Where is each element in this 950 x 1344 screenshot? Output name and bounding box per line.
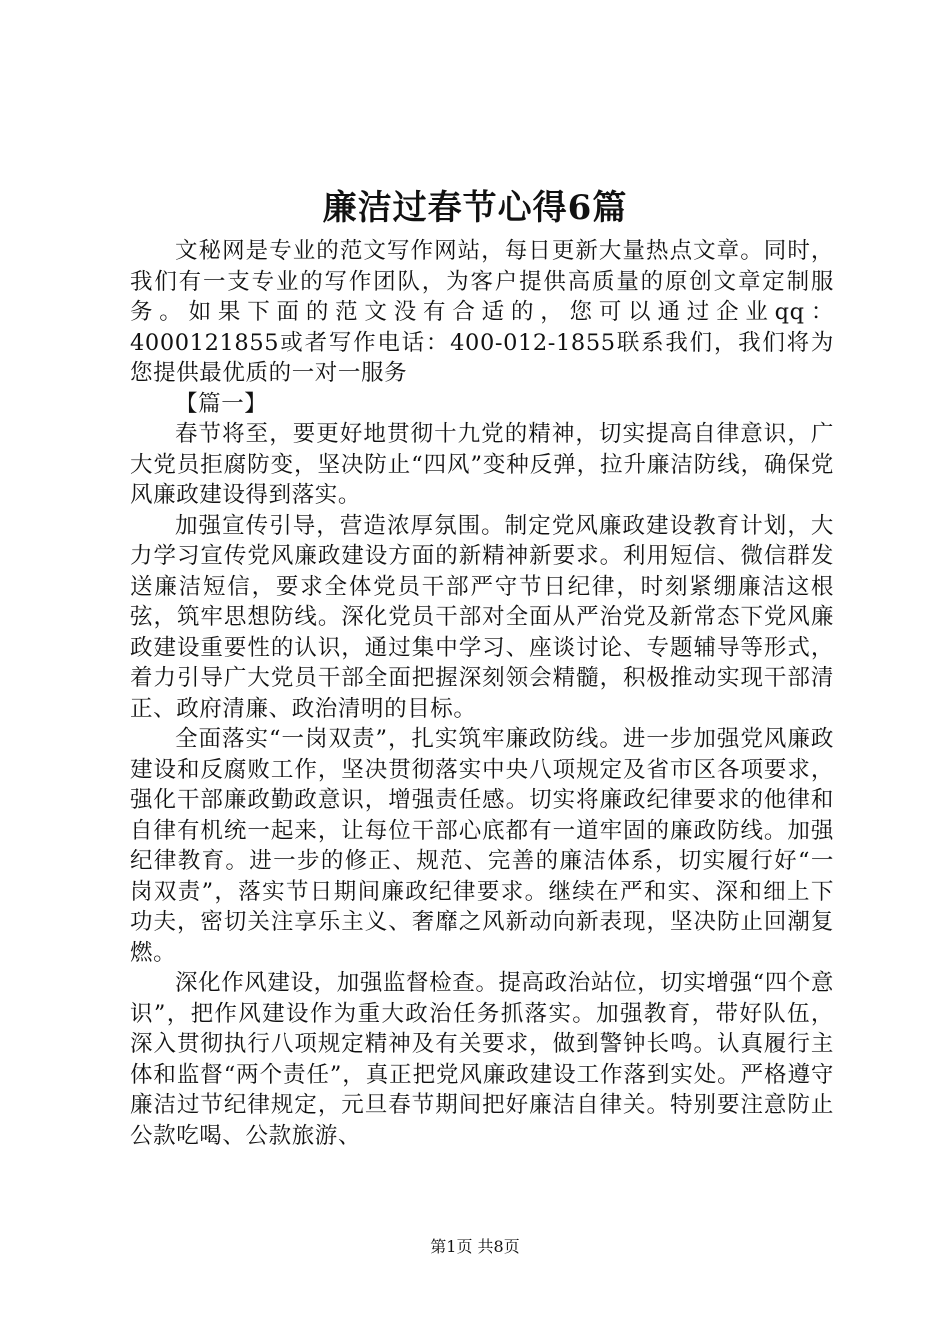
body-paragraph: 加强宣传引导，营造浓厚氛围。制定党风廉政建设教育计划，大力学习宣传党风廉政建设方面的新精神新要求。利用短信、微信群发送廉洁短信，要求全体党员干部严守节日纪律，时刻紧绷廉洁这根弦，筑牢思想防线。深化党员干部对全面从严治党及新常态下党风廉政建设重要性的认识，通过集中学习、座谈讨论、专题辅导等形式，着力引导广大党员干部全面把握深刻领会精髓，积极推动实现干部清正、政府清廉、政治清明的目标。: [130, 512, 834, 722]
body-paragraph: 全面落实“一岗双责”，扎实筑牢廉政防线。进一步加强党风廉政建设和反腐败工作，坚决贯彻落实中央八项规定及省市区各项要求，强化干部廉政勤政意识，增强责任感。切实将廉政纪律要求的他律和自律有机统一起来，让每位干部心底都有一道牢固的廉政防线。加强纪律教育。进一步的修正、规范、完善的廉洁体系，切实履行好“一岗双责”，落实节日期间廉政纪律要求。继续在严和实、深和细上下功夫，密切关注享乐主义、奢靡之风新动向新表现，坚决防止回潮复燃。: [130, 726, 834, 966]
body-paragraph: 春节将至，要更好地贯彻十九党的精神，切实提高自律意识，广大党员拒腐防变，坚决防止“四风”变种反弹，拉升廉洁防线，确保党风廉政建设得到落实。: [130, 421, 834, 508]
document-title: 廉洁过春节心得6篇: [322, 188, 628, 228]
page-number-footer: 第1页 共8页: [430, 1237, 520, 1256]
body-paragraph: 深化作风建设，加强监督检查。提高政治站位，切实增强“四个意识”，把作风建设作为重大政治任务抓落实。加强教育，带好队伍，深入贯彻执行八项规定精神及有关要求，做到警钟长鸣。认真履行主体和监督“两个责任”，真正把党风廉政建设工作落到实处。严格遵守廉洁过节纪律规定，元旦春节期间把好廉洁自律关。特别要注意防止公款吃喝、公款旅游、: [130, 970, 834, 1149]
section-heading: 【篇一】: [175, 390, 268, 417]
document-body: [130, 236, 834, 1151]
intro-paragraph: 文秘网是专业的范文写作网站，每日更新大量热点文章。同时，我们有一支专业的写作团队，为客户提供高质量的原创文章定制服务。如果下面的范文没有合适的，您可以通过企业qq：4000121855或者写作电话：400-012-1855联系我们，我们将为您提供最优质的一对一服务: [130, 238, 834, 386]
